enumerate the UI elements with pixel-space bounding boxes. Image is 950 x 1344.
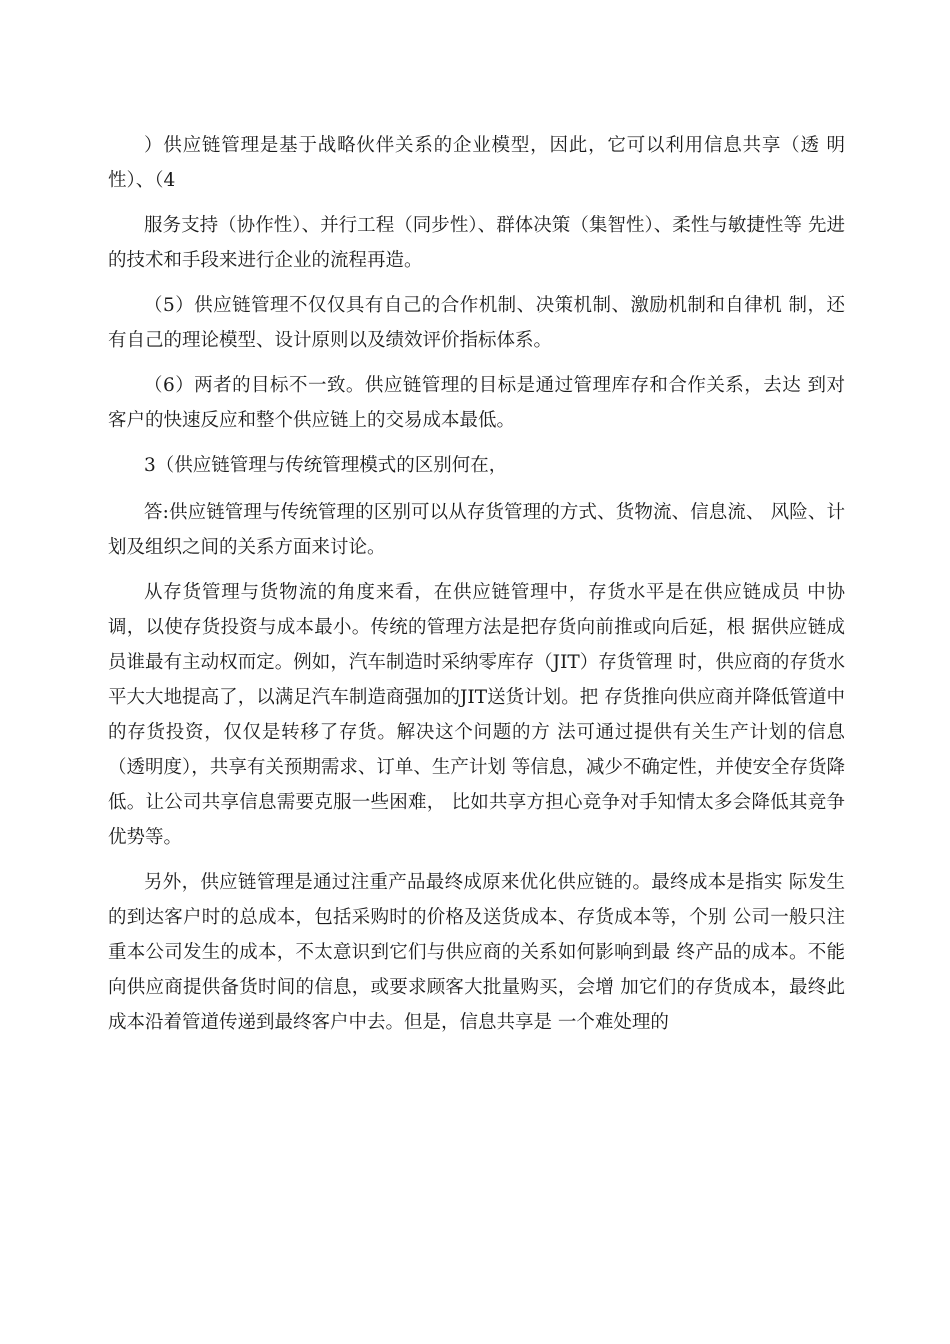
- paragraph-1: ）供应链管理是基于战略伙伴关系的企业模型，因此，它可以利用信息共享（透 明性）、（4: [108, 135, 845, 191]
- answer-paragraph: 答:供应链管理与传统管理的区别可以从存货管理的方式、货物流、信息流、 风险、计划及组织之间的关系方面来讨论。: [108, 502, 845, 558]
- paragraph-cost: 另外，供应链管理是通过注重产品最终成原来优化供应链的。最终成本是指实 际发生的到达客户时的总成本，包括采购时的价格及送货成本、存货成本等，个别 公司一般只注重本公司发生的成本，不太意识到它们与供应商的关系如何影响到最 终产品的成本。不能向供应商提供备货时间的信息，或要求顾客大批量购买，会增 加它们的存货成本，最终此成本沿着管道传递到最终客户中去。但是，信息共享是 一个难处理的: [108, 872, 845, 1033]
- paragraph-3: （5）供应链管理不仅仅具有自己的合作机制、决策机制、激励机制和自律机 制，还有自己的理论模型、设计原则以及绩效评价指标体系。: [108, 295, 845, 351]
- paragraph-4: （6）两者的目标不一致。供应链管理的目标是通过管理库存和合作关系，去达 到对客户的快速反应和整个供应链上的交易成本最低。: [108, 375, 845, 431]
- paragraph-inventory: 从存货管理与货物流的角度来看，在供应链管理中，存货水平是在供应链成员 中协调，以使存货投资与成本最小。传统的管理方法是把存货向前推或向后延，根 据供应链成员谁最有主动权而定。例如，汽车制造时采纳零库存（JIT）存货管理 时，供应商的存货水平大大地提高了，以满足汽车制造商强加的JIT送货计划。把 存货推向供应商并降低管道中的存货投资，仅仅是转移了存货。解决这个问题的方 法可通过提供有关生产计划的信息（透明度），共享有关预期需求、订单、生产计划 等信息，减少不确定性，并使安全存货降低。让公司共享信息需要克服一些困难， 比如共享方担心竞争对手知情太多会降低其竞争优势等。: [108, 582, 845, 848]
- document-body: [108, 128, 845, 1050]
- question-heading: 3（供应链管理与传统管理模式的区别何在，: [144, 455, 508, 476]
- paragraph-2: 服务支持（协作性）、并行工程（同步性）、群体决策（集智性）、柔性与敏捷性等 先进的技术和手段来进行企业的流程再造。: [108, 215, 845, 271]
